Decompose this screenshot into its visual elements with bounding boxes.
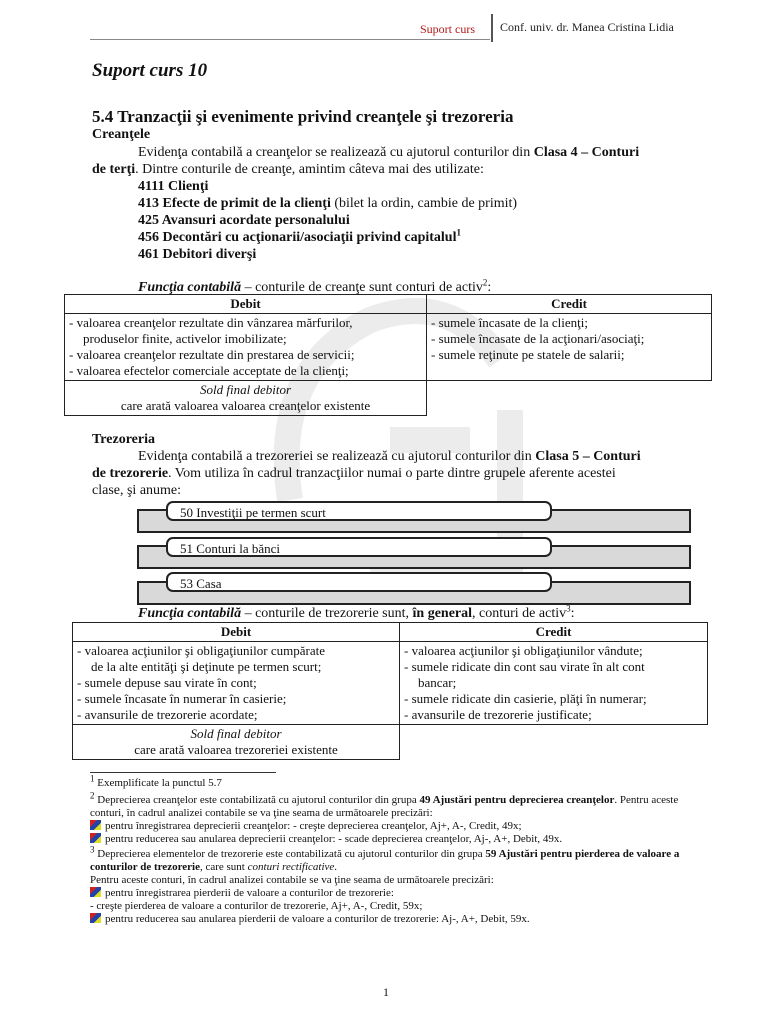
credit-cell: - sumele încasate de la clienţi; - sumele încasate de la acţionari/asociaţi; - sumele reţinute pe statele de salarii; [427,314,712,381]
footnote-1: $^1$ Exemplificate la punctul 5.7 [90,773,222,789]
debit-cell: - valoarea creanţelor rezultate din vânzarea mărfurilor, produselor finite, activelor imobilizate; - valoarea creanţelor rezultate din prestarea de servicii; - valoarea efectelor comerciale acceptate de la clienţi; [65,314,427,381]
trezorerie-function-line: Funcţia contabilă – conturile de trezorerie sunt, în general, conturi de activ$^3$: [138,603,575,621]
creante-intro-text-2: . Dintre conturile de creanţe, amintim câteva mai des utilizate: [135,162,484,177]
creante-intro [92,144,712,178]
header-divider [491,14,493,42]
footnote-2-bullet: pentru reducerea sau anularea deprecierii creanţelor: - scade deprecierea creanţelor, Aj-, A+, Debit, 49x. [90,833,710,846]
creante-account-list [138,178,517,263]
credit-header: Credit [427,295,712,314]
account-item: 413 Efecte de primit de la clienţi (bilet la ordin, cambie de primit) [138,196,518,211]
creante-class-bold-2: de terţi [92,162,136,177]
sold-cell: Sold final debitor care arată valoarea trezoreriei existente [73,725,400,760]
debit-cell: - valoarea acţiunilor şi obligaţiunilor cumpărate de la alte entităţi şi deţinute pe termen scurt; - sumele depuse sau virate în cont; - sumele încasate în numerar în casierie; - avansurile de trezorerie acordate; [73,642,400,725]
account-item: 461 Debitori diverşi [138,247,257,262]
credit-header: Credit [400,623,708,642]
footnote-2-bullet: pentru înregistrarea deprecierii creanţelor: - creşte deprecierea creanţelor, Aj+, A-, Credit, 49x; [90,820,710,833]
group-51-label: 51 Conturi la bănci [166,537,552,557]
footnote-3-line: Pentru aceste conturi, în cadrul analizei contabile se va ţine seama de următoarele precizări: [90,874,494,886]
creante-heading: Creanţele [92,127,151,142]
creante-table [64,294,712,416]
footnote-2: $^2$ Deprecierea creanţelor este contabilizată cu ajutorul conturilor din grupa 49 Ajustări pentru deprecierea creanţelor. Pentru aceste conturi, în cadrul analizei contabile se va ţine seama de următoarele precizări: [90,790,679,819]
bullet-icon [90,887,101,897]
credit-cell: - valoarea acţiunilor şi obligaţiunilor vândute; - sumele ridicate din cont sau virate în alt cont bancar; - sumele ridicate din casierie, plăţi în numerar; - avansurile de trezorerie justificate; [400,642,708,725]
sold-cell: Sold final debitor care arată valoarea valoarea creanţelor existente [65,381,427,416]
trezorerie-heading: Trezoreria [92,432,155,447]
account-item: 456 Decontări cu acţionarii/asociaţii privind capitalul$^1$ [138,227,461,245]
page-number: 1 [383,985,389,999]
account-item: 4111 Clienţi [138,179,209,194]
group-50-label: 50 Investiţii pe termen scurt [166,501,552,521]
creante-intro-text: Evidenţa contabilă a creanţelor se realizează cu ajutorul conturilor din [138,145,531,160]
creante-function-line: Funcţia contabilă – conturile de creanţe sunt conturi de activ$^2$: [138,277,492,295]
footnote-3-bullet: pentru reducerea sau anularea pierderii de valoare a conturilor de trezorerie: Aj-, A+, Debit, 59x. [90,913,710,926]
header-rule [90,39,490,40]
bullet-icon [90,913,101,923]
bullet-icon [90,820,101,830]
footnote-3-bullet: pentru înregistrarea pierderii de valoare a conturilor de trezorerie: [90,887,710,900]
section-title: 5.4 Tranzacţii şi evenimente privind creanţele şi trezoreria [92,107,514,126]
header-course-label: Suport curs [420,22,475,36]
trezorerie-table [72,622,708,760]
trezorerie-intro: Evidenţa contabilă a trezoreriei se realizează cu ajutorul conturilor din Clasa 5 – Conturi de trezorerie. Vom utiliza în cadrul tranzacţiilor numai o parte dintre grupele aferente acestei clase, şi anume: [92,449,641,498]
account-item: 425 Avansuri acordate personalului [138,213,350,228]
creante-class-bold: Clasa 4 – Conturi [533,145,640,160]
footnotes [90,773,710,926]
debit-header: Debit [65,295,427,314]
header-author: Conf. univ. dr. Manea Cristina Lidia [500,20,674,34]
debit-header: Debit [73,623,400,642]
group-53-label: 53 Casa [166,572,552,592]
footnote-rule [90,772,276,773]
footnote-3-line: - creşte pierderea de valoare a conturilor de trezorerie, Aj+, A-, Credit, 59x; [90,900,423,912]
document-title: Suport curs 10 [92,60,208,81]
footnote-3: $^3$ Deprecierea elementelor de trezorerie este contabilizată cu ajutorul conturilor din grupa 59 Ajustări pentru pierderea de valoare a conturilor de trezorerie, care sunt conturi rectificative. [90,844,680,873]
bullet-icon [90,833,101,843]
